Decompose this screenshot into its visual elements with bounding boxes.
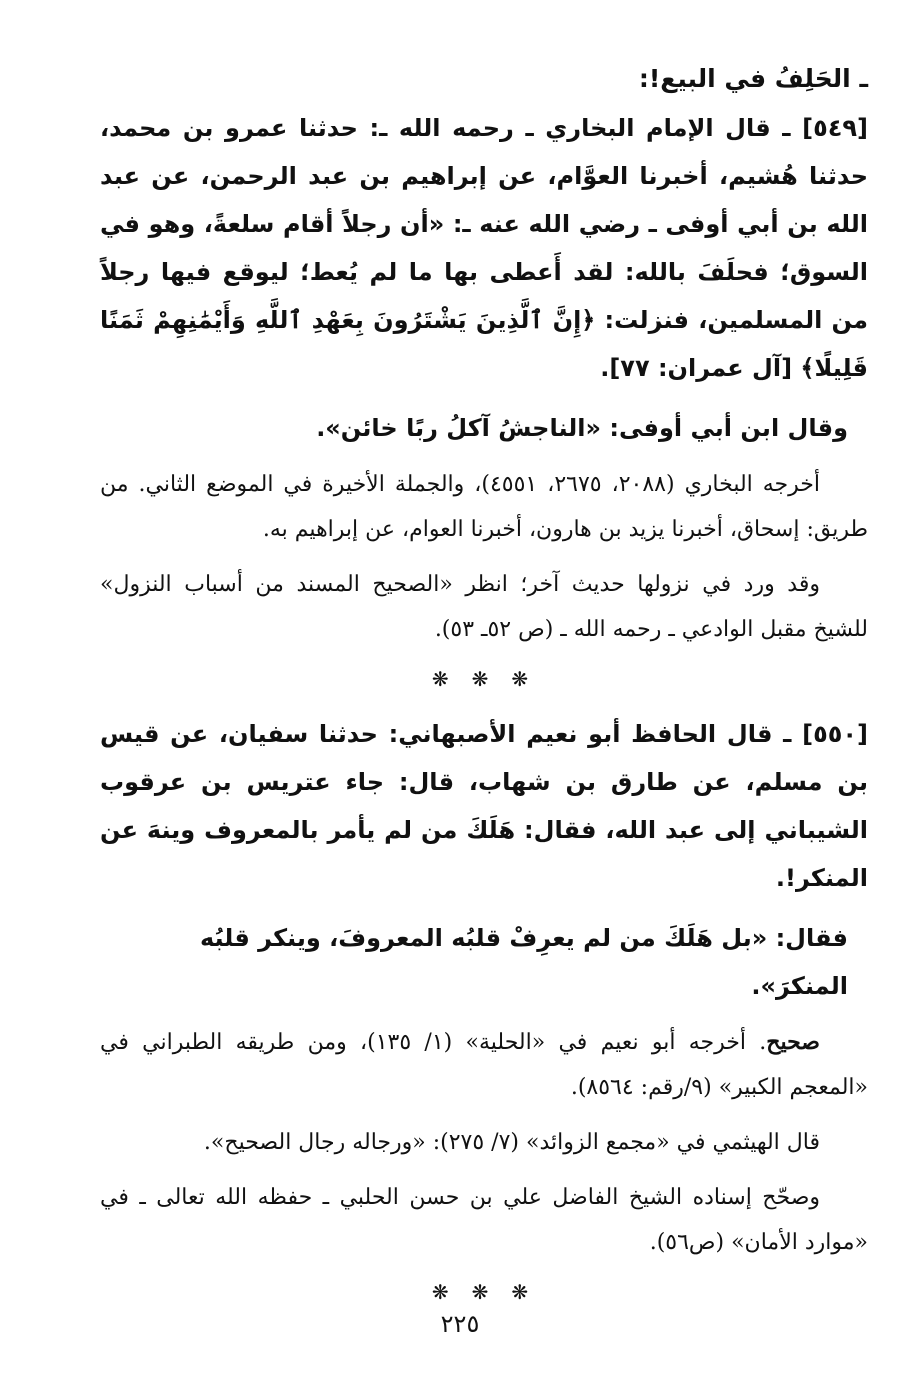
hadith-550-takhrij <box>100 1020 868 1110</box>
hadith-550-haythami: قال الهيثمي في «مجمع الزوائد» (٧/ ٢٧٥): «ورجاله رجال الصحيح». <box>203 1130 820 1155</box>
hadith-550-grade: صحيح <box>766 1029 820 1055</box>
hadith-549-text: [٥٤٩] ـ قال الإمام البخاري ـ رحمه الله ـ: حدثنا عمرو بن محمد، حدثنا هُشيم، أخبرنا العوَّام، عن إبراهيم بن عبد الرحمن، عن عبد الله بن أبي أوفى ـ رضي الله عنه ـ: «أن رجلاً أقام سلعةً، وهو في السوق؛ فحلَفَ بالله: لقد أَعطى بها ما لم يُعط؛ ليوقع فيها رجلاً من المسلمين، فنزلت: ﴿إِنَّ ٱلَّذِينَ يَشْتَرُونَ بِعَهْدِ ٱللَّهِ وَأَيْمَٰنِهِمْ ثَمَنًا قَلِيلًا﴾ [آل عمران: ٧٧]. <box>100 114 868 382</box>
hadith-550-quote: فقال: «بل هَلَكَ من لم يعرِفْ قلبُه المعروفَ، وينكر قلبُه المنكرَ». <box>199 924 848 1000</box>
hadith-549-note: وقد ورد في نزولها حديث آخر؛ انظر «الصحيح المسند من أسباب النزول» للشيخ مقبل الوادعي ـ رحمه الله ـ (ص ٥٢ـ ٥٣). <box>100 572 868 642</box>
page-number: ٢٢٥ <box>440 1310 480 1338</box>
separator-stars-end: ❋ ❋ ❋ <box>431 1280 537 1304</box>
hadith-550-text: [٥٥٠] ـ قال الحافظ أبو نعيم الأصبهاني: حدثنا سفيان، عن قيس بن مسلم، عن طارق بن شهاب، قال: جاء عتريس بن عرقوب الشيباني إلى عبد الله، فقال: هَلَكَ من لم يأمر بالمعروف وينهَ عن المنكر!. <box>100 720 868 892</box>
hadith-550-takhrij-text: . أخرجه أبو نعيم في «الحلية» (١/ ١٣٥)، ومن طريقه الطبراني في «المعجم الكبير» (٩/رقم: ٨٥٦٤). <box>100 1030 868 1100</box>
separator-stars: ❋ ❋ ❋ <box>431 667 537 691</box>
hadith-549-takhrij: أخرجه البخاري (٢٠٨٨، ٢٦٧٥، ٤٥٥١)، والجملة الأخيرة في الموضع الثاني. من طريق: إسحاق، أخبرنا يزيد بن هارون، أخبرنا العوام، عن إبراهيم به. <box>100 472 868 542</box>
hadith-550-halabi: وصحّح إسناده الشيخ الفاضل علي بن حسن الحلبي ـ حفظه الله تعالى ـ في «موارد الأمان» (ص٥٦). <box>100 1185 868 1255</box>
hadith-549-quote: وقال ابن أبي أوفى: «الناجشُ آكلُ ربًا خائن». <box>316 414 848 442</box>
section-title: ـ الحَلِفُ في البيع!: <box>638 64 868 93</box>
